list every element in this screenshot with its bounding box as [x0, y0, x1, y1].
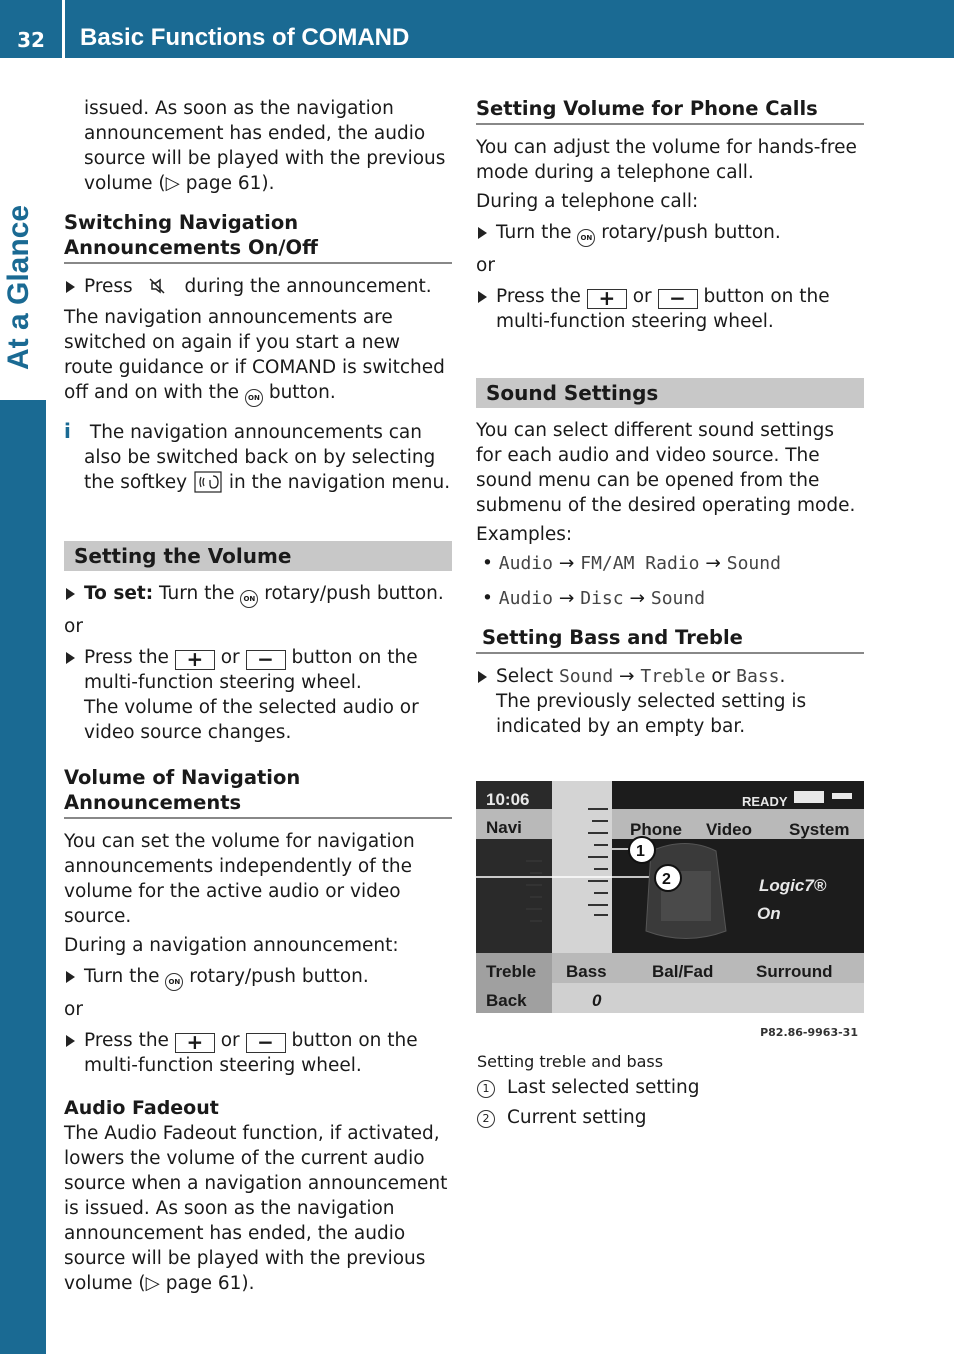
phone-step-turn: Turn the ON rotary/push button. [476, 220, 864, 247]
nav-volume-body: You can set the volume for navigation announcements independently of the volume for the active audio or video source. [64, 831, 415, 927]
screen-callout-2: 2 [662, 871, 671, 888]
side-tab-gap [0, 58, 46, 160]
legend-item-1: 1 Last selected setting [477, 1075, 865, 1100]
screen-status: READY [742, 794, 788, 809]
nav-volume-during: During a navigation announcement: [64, 935, 399, 956]
phone-step-press: Press the + or − button on the multi-function steering wheel. [476, 284, 864, 334]
screen-phone: Phone [630, 820, 682, 839]
figure-caption: Setting treble and bass [477, 1052, 664, 1071]
phone-volume-heading: Setting Volume for Phone Calls [476, 96, 864, 125]
switch-heading: Switching Navigation Announcements On/Off [64, 210, 452, 264]
screen-on: On [757, 904, 781, 923]
example-path-1: • Audio → FM/AM Radio → Sound [482, 553, 781, 574]
fadeout-body: The Audio Fadeout function, if activated, lowers the volume of the current audio source when a navigation announcement is issued. As soon as the navigation announcement has ended, the audio source will be played with the previous volume (▷ page 61). [64, 1123, 448, 1294]
sound-settings-body: You can select different sound settings for each audio and video source. The sound menu can be opened from the submenu of the desired operating mode. [476, 420, 856, 516]
example-path-2: • Audio → Disc → Sound [482, 588, 706, 609]
image-code: P82.86-9963-31 [760, 1026, 858, 1039]
info-note: i The navigation announcements can also be switched back on by selecting the softkey in the navigation menu. [64, 419, 451, 493]
minus-key-icon: − [246, 650, 286, 670]
plus-key-icon: + [587, 289, 627, 309]
mute-icon [139, 277, 179, 295]
screen-bass: Bass [566, 962, 607, 981]
chapter-title: Basic Functions of COMAND [80, 24, 410, 51]
or-text: or [476, 255, 495, 276]
or-text: or [64, 616, 83, 637]
bass-treble-step: Select Sound → Treble or Bass. The previously selected setting is indicated by an empty bar. [476, 664, 864, 739]
header-bar [0, 0, 954, 58]
comand-sound-screen [476, 781, 864, 1013]
bass-treble-heading: Setting Bass and Treble [476, 625, 864, 654]
plus-key-icon: + [175, 650, 215, 670]
switch-step: Press during the announcement. [64, 274, 452, 299]
side-tab-label: At a Glance [2, 204, 35, 370]
page-number: 32 [17, 28, 45, 52]
examples-label: Examples: [476, 524, 573, 545]
rotary-button-icon: ON [240, 590, 258, 608]
fadeout-heading: Audio Fadeout [64, 1097, 219, 1119]
screen-balfad: Bal/Fad [652, 962, 714, 981]
phone-volume-during: During a telephone call: [476, 191, 699, 212]
screen-surround: Surround [756, 962, 833, 981]
screen-system: System [789, 820, 850, 839]
minus-key-icon: − [658, 289, 698, 309]
plus-key-icon: + [175, 1033, 215, 1053]
screen-callout-1: 1 [636, 843, 645, 860]
right-column [476, 96, 864, 745]
nav-step-turn: Turn the ON rotary/push button. [64, 964, 452, 991]
screen-back: Back [486, 991, 527, 1010]
screen-video: Video [706, 820, 752, 839]
header-divider [62, 0, 65, 58]
volume-step-set: To set: Turn the ON rotary/push button. [64, 581, 452, 608]
screen-logic7: Logic7® [759, 876, 827, 895]
phone-volume-body: You can adjust the volume for hands-free mode during a telephone call. [476, 137, 857, 183]
or-text: or [64, 999, 83, 1020]
info-icon: i [64, 419, 71, 443]
legend-item-2: 2 Current setting [477, 1105, 865, 1130]
voice-softkey-icon [193, 471, 223, 493]
rotary-button-icon: ON [165, 973, 183, 991]
volume-step-press: Press the + or − button on the multi-function steering wheel. The volume of the selected audio or video source changes. [64, 645, 452, 745]
screen-navi: Navi [486, 818, 522, 837]
nav-step-press: Press the + or − button on the multi-function steering wheel. [64, 1028, 452, 1078]
sound-settings-heading: Sound Settings [476, 378, 864, 408]
screen-treble: Treble [486, 962, 537, 981]
power-button-icon: ON [245, 389, 263, 407]
screen-time: 10:06 [486, 790, 530, 809]
nav-volume-heading: Volume of Navigation Announcements [64, 765, 452, 819]
screen-footer [476, 1013, 864, 1041]
screen-zero: 0 [592, 991, 602, 1010]
switch-body: The navigation announcements are switched on again if you start a new route guidance or if COMAND is switched off and on with the ON button. [64, 305, 452, 407]
intro-text: issued. As soon as the navigation announcement has ended, the audio source will be played with the previous volume (▷ page 61). [84, 98, 446, 194]
minus-key-icon: − [246, 1033, 286, 1053]
left-column [64, 96, 452, 1300]
volume-section-heading: Setting the Volume [64, 541, 452, 571]
rotary-button-icon: ON [577, 229, 595, 247]
